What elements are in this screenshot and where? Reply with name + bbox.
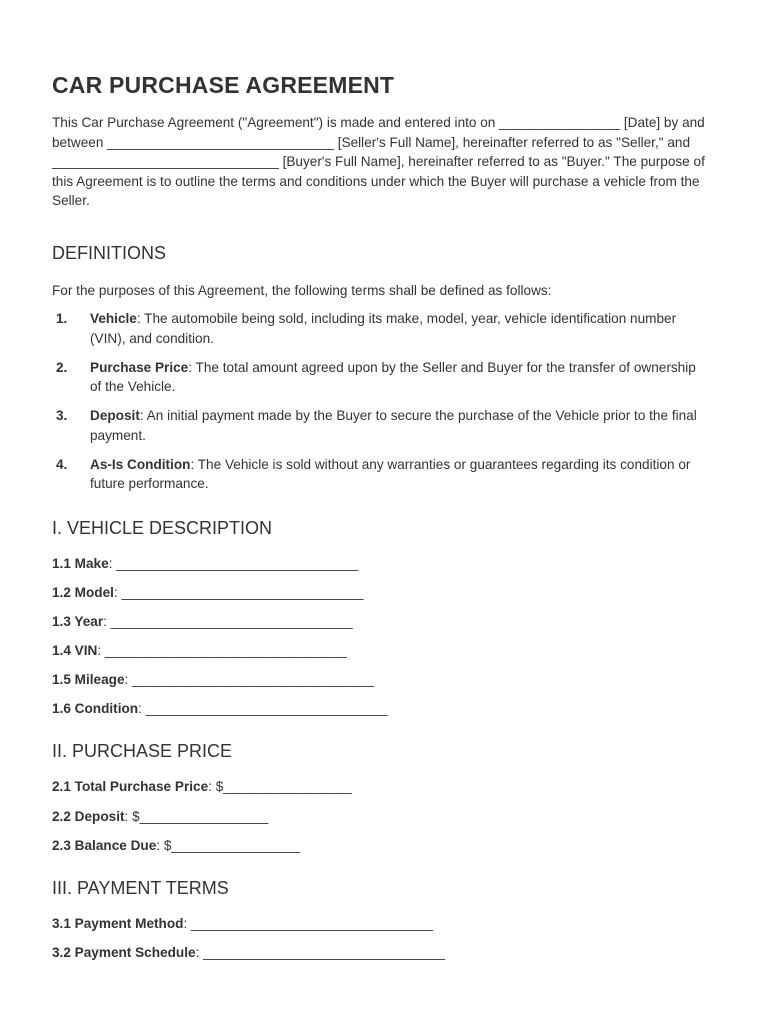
vin-field[interactable] <box>52 641 718 661</box>
field-blank: : ________________________________ <box>195 945 446 961</box>
definition-item-as-is-condition <box>52 455 718 494</box>
purchase-price-section <box>52 741 718 855</box>
field-label: 1.3 Year <box>52 613 104 629</box>
field-label: 2.2 Deposit <box>52 808 125 824</box>
field-label: 3.2 Payment Schedule <box>52 945 196 961</box>
definition-number: 4. <box>56 456 68 472</box>
field-label: 2.1 Total Purchase Price <box>52 779 209 795</box>
payment-method-field[interactable] <box>52 914 718 934</box>
field-label: 1.4 VIN <box>52 642 98 658</box>
definition-number: 3. <box>56 408 68 423</box>
definition-item-vehicle <box>52 309 718 348</box>
field-label: 1.2 Model <box>52 584 114 600</box>
field-blank: : ________________________________ <box>108 555 359 571</box>
definition-term: As-Is Condition <box>90 456 191 472</box>
definition-number: 2. <box>56 359 68 375</box>
field-label: 1.1 Make <box>52 555 109 571</box>
field-label: 1.5 Mileage <box>52 671 125 687</box>
year-field[interactable] <box>52 612 718 632</box>
field-blank: : ________________________________ <box>113 584 364 600</box>
intro-paragraph: This Car Purchase Agreement ("Agreement") is made and entered into on ________________ [Date] by and between ______________________________ [Seller's Full Name], hereinafter referred to as "Seller," and ______________________________ [Buyer's Full Name], hereinafter referred to as "Buyer." The purpose of this Agreement is to outline the terms and conditions under which the Buyer will purchase a vehicle from the Seller. <box>52 115 705 208</box>
field-label: 1.6 Condition <box>52 700 139 716</box>
total-purchase-price-field[interactable] <box>52 777 718 797</box>
definition-term: Vehicle <box>90 311 137 326</box>
make-field[interactable] <box>52 554 718 574</box>
vehicle-description-section <box>52 518 718 719</box>
field-label: 2.3 Balance Due <box>52 837 157 853</box>
balance-due-field[interactable] <box>52 836 718 856</box>
document-title: CAR PURCHASE AGREEMENT <box>52 72 395 98</box>
definition-text: : The total amount agreed upon by the Seller and Buyer for the transfer of ownership of the Vehicle. <box>90 359 696 394</box>
field-blank: : ________________________________ <box>138 700 388 716</box>
vehicle-description-heading: I. VEHICLE DESCRIPTION <box>52 517 273 538</box>
field-label: 3.1 Payment Method <box>52 916 184 932</box>
definitions-list <box>52 309 718 494</box>
definition-text: : An initial payment made by the Buyer to secure the purchase of the Vehicle prior to the final payment. <box>90 408 697 443</box>
definition-number: 1. <box>56 311 68 326</box>
payment-terms-section <box>52 878 718 963</box>
field-blank: : ________________________________ <box>97 642 347 658</box>
deposit-field[interactable] <box>52 807 718 827</box>
payment-schedule-field[interactable] <box>52 943 718 963</box>
definitions-heading: DEFINITIONS <box>52 242 167 263</box>
definitions-lead: For the purposes of this Agreement, the following terms shall be defined as follows: <box>52 282 552 298</box>
definition-term: Deposit <box>90 408 140 423</box>
field-blank: : $_________________ <box>208 779 352 795</box>
definition-term: Purchase Price <box>90 359 189 375</box>
model-field[interactable] <box>52 583 718 603</box>
definition-item-purchase-price <box>52 358 718 397</box>
definitions-section <box>52 243 718 494</box>
definition-text: : The automobile being sold, including its make, model, year, vehicle identification number (VIN), and condition. <box>90 311 677 346</box>
mileage-field[interactable] <box>52 670 718 690</box>
field-blank: : $_________________ <box>156 837 300 853</box>
payment-terms-heading: III. PAYMENT TERMS <box>52 878 229 899</box>
purchase-price-heading: II. PURCHASE PRICE <box>52 741 233 762</box>
field-blank: : ________________________________ <box>124 671 375 687</box>
field-blank: : $_________________ <box>124 808 269 824</box>
field-blank: : ________________________________ <box>183 916 433 932</box>
definition-item-deposit <box>52 406 718 445</box>
definition-text: : The Vehicle is sold without any warranties or guarantees regarding its condition or future performance. <box>90 456 691 491</box>
field-blank: : ________________________________ <box>103 613 353 629</box>
condition-field[interactable] <box>52 699 718 719</box>
